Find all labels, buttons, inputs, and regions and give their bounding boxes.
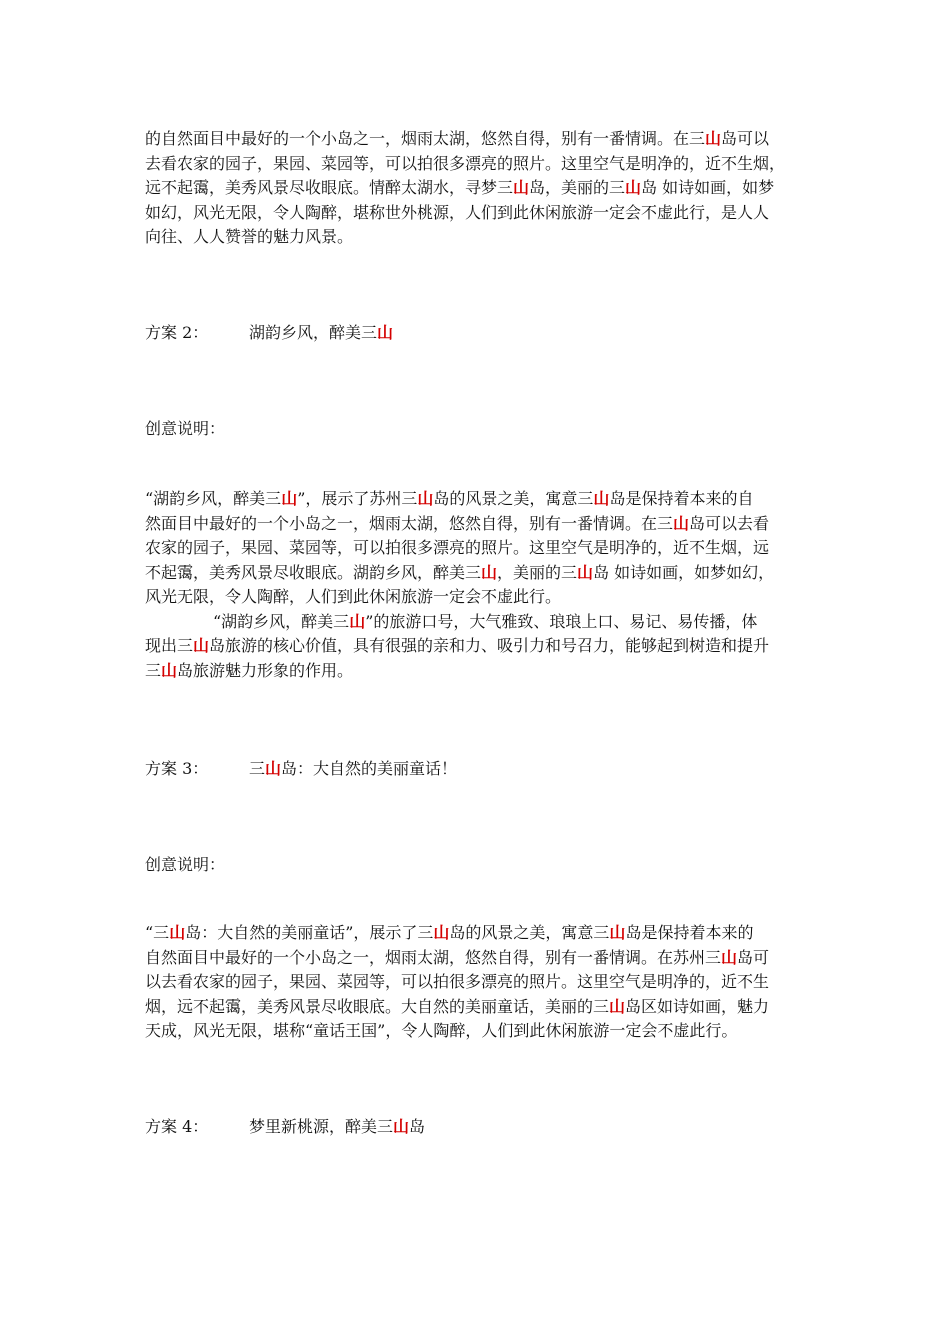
text-line [145,946,810,971]
text-segment: 岛 如诗如画，如梦如幻， [593,562,775,582]
highlight-char: 山 [609,923,626,942]
plan3-slogan [249,759,457,778]
text-line [145,585,810,610]
text-line [145,127,810,152]
plan3-paragraph [145,921,810,1044]
plan2-slogan [249,323,393,342]
text-segment: 岛的风景之美，寓意三 [433,489,594,508]
text-segment: 烟，远不起霭，美秀风景尽收眼底。大自然的美丽童话，美丽的三 [145,996,610,1016]
text-segment: 岛 [409,1117,426,1136]
text-segment: 如幻，风光无限，令人陶醉，堪称世外桃源，人们到此休闲旅游一定会不虚此行，是人人 [145,202,770,222]
text-segment: “湖韵乡风，醉美三 [213,611,350,631]
plan3-creative-label: 创意说明： [145,855,226,874]
highlight-char: 山 [169,923,186,942]
highlight-char: 山 [281,489,298,508]
text-segment: 岛是保持着本来的 [625,923,754,942]
text-segment: “三 [145,923,170,942]
text-line [145,970,810,995]
text-segment: 岛：大自然的美丽童话！ [281,759,458,778]
highlight-char: 山 [625,178,642,197]
text-segment: 然面目中最好的一个小岛之一，烟雨太湖，悠然自得，别有一番情调。在三 [145,513,674,533]
text-segment: 向往、人人赞誉的魅力风景。 [145,227,354,246]
text-segment: 梦里新桃源，醉美三 [249,1117,394,1136]
text-segment: 自然面目中最好的一个小岛之一，烟雨太湖，悠然自得，别有一番情调。在苏州三 [145,947,722,967]
text-line [145,921,810,946]
text-segment: 湖韵乡风，醉美三 [249,323,378,342]
text-segment: 去看农家的园子，果园、菜园等，可以拍很多漂亮的照片。这里空气是明净的，近不生烟， [145,153,786,173]
plan2-heading [145,321,393,345]
text-segment: 岛可以去看 [689,513,770,533]
text-line [145,487,810,512]
highlight-char: 山 [673,513,690,533]
plan2-creative-label: 创意说明： [145,419,226,438]
text-segment: 农家的园子，果园、菜园等，可以拍很多漂亮的照片。这里空气是明净的，近不生烟，远 [145,538,770,557]
text-segment: 岛 如诗如画，如梦 [641,178,775,197]
text-segment: ，美丽的三 [497,562,578,582]
plan2-label: 方案 2： [145,323,209,342]
highlight-char: 山 [721,947,738,967]
plan4-slogan [249,1117,425,1136]
highlight-char: 山 [481,562,498,582]
text-segment: 岛，美丽的三 [529,178,626,197]
highlight-char: 山 [377,323,394,342]
text-segment: 岛是保持着本来的自 [609,489,754,508]
text-line [145,176,810,201]
text-segment: 岛可以 [721,129,770,148]
text-segment: 远不起霭，美秀风景尽收眼底。情醉太湖水，寻梦三 [145,178,514,197]
intro-paragraph [145,127,810,250]
text-segment: 三 [145,660,162,680]
text-segment: 现出三 [145,636,194,655]
text-line [145,225,810,250]
text-line [145,1019,810,1044]
text-segment: 的自然面目中最好的一个小岛之一，烟雨太湖，悠然自得，别有一番情调。在三 [145,129,706,148]
highlight-char: 山 [193,636,210,655]
text-segment: 以去看农家的园子，果园、菜园等，可以拍很多漂亮的照片。这里空气是明净的，近不生 [145,972,770,991]
plan4-label: 方案 4： [145,1117,209,1136]
text-segment: 岛旅游魅力形象的作用。 [177,660,354,680]
text-line [145,659,810,684]
highlight-char: 山 [593,489,610,508]
text-segment: 岛的风景之美，寓意三 [449,923,610,942]
plan4-heading [145,1115,425,1139]
text-line [145,610,810,635]
highlight-char: 山 [577,562,594,582]
highlight-char: 山 [433,923,450,942]
highlight-char: 山 [705,129,722,148]
text-line [145,634,810,659]
text-segment: 岛：大自然的美丽童话”，展示了三 [185,923,434,942]
text-segment: 岛区如诗如画，魅力 [625,996,770,1016]
text-line [145,995,810,1020]
text-segment: 天成，风光无限，堪称“童话王国”，令人陶醉，人们到此休闲旅游一定会不虚此行。 [145,1021,738,1040]
plan3-label: 方案 3： [145,759,209,778]
text-segment: 岛旅游的核心价值，具有很强的亲和力、吸引力和号召力，能够起到树造和提升 [209,636,770,655]
highlight-char: 山 [161,660,178,680]
text-segment: 岛可 [737,947,770,967]
highlight-char: 山 [265,759,282,778]
text-segment: 三 [249,759,266,778]
text-segment: ”的旅游口号，大气雅致、琅琅上口、易记、易传播，体 [365,611,758,631]
text-line [145,512,810,537]
text-line [145,536,810,561]
highlight-char: 山 [417,489,434,508]
text-line [145,152,810,177]
highlight-char: 山 [609,996,626,1016]
text-segment: ”，展示了苏州三 [297,489,418,508]
plan2-paragraph [145,487,810,683]
text-segment: 不起霭，美秀风景尽收眼底。湖韵乡风，醉美三 [145,562,482,582]
plan3-heading [145,757,457,781]
highlight-char: 山 [393,1117,410,1136]
text-line [145,561,810,586]
text-line [145,201,810,226]
text-segment: “湖韵乡风，醉美三 [145,489,282,508]
text-segment: 风光无限，令人陶醉，人们到此休闲旅游一定会不虚此行。 [145,587,562,606]
highlight-char: 山 [513,178,530,197]
highlight-char: 山 [349,611,366,631]
